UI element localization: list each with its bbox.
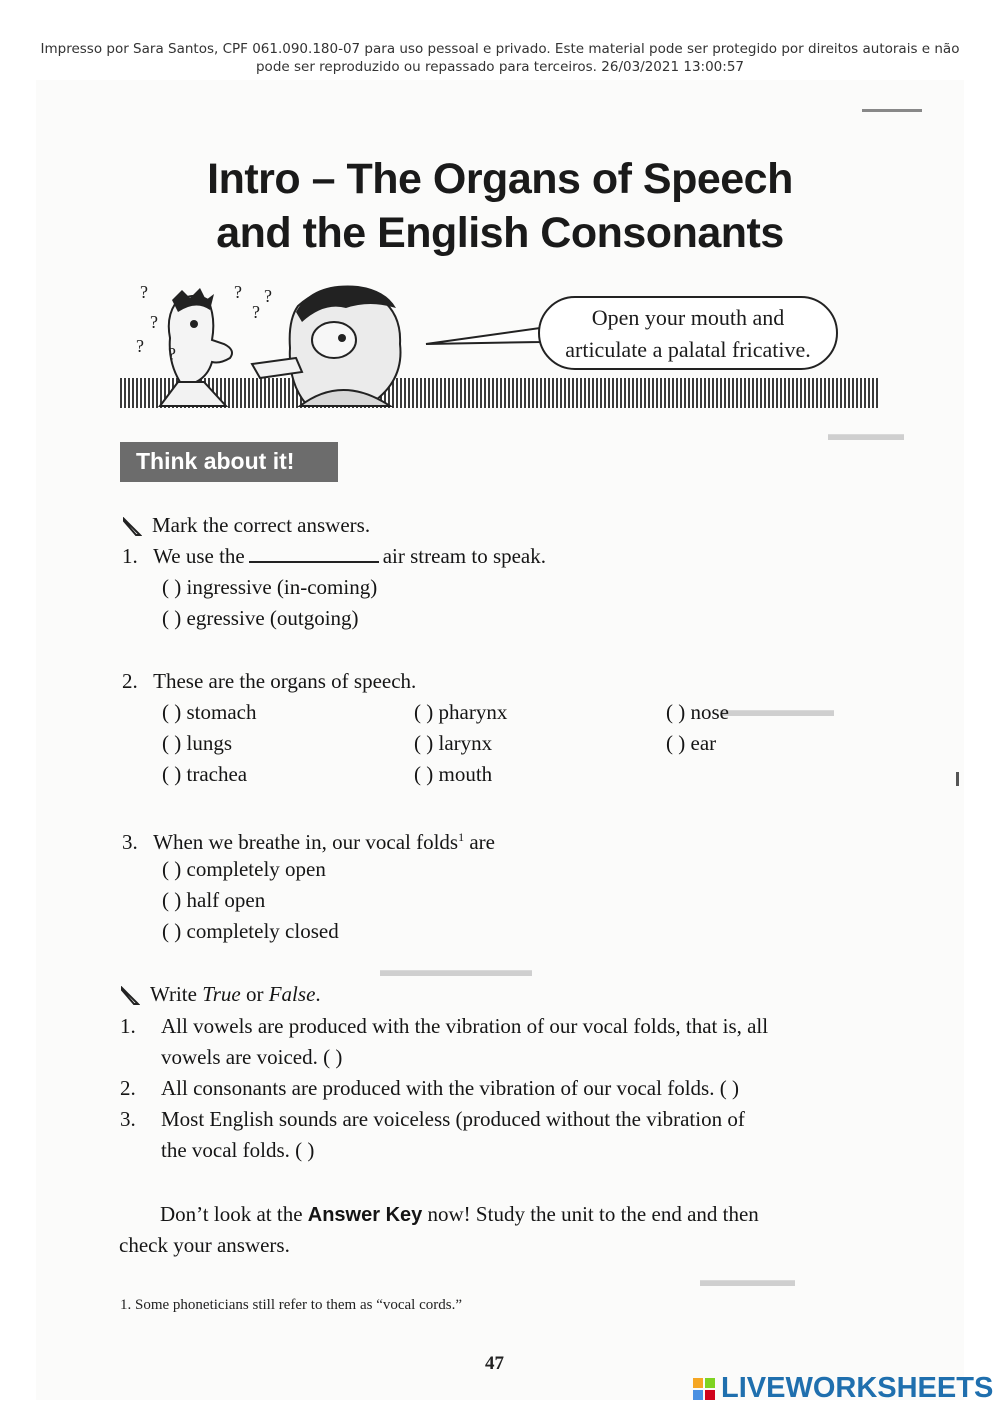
tf-item-1[interactable]: All vowels are produced with the vibration of our vocal folds, that is, all <box>161 1014 769 1038</box>
option-checkbox[interactable]: ( ) <box>414 731 434 755</box>
option-label: larynx <box>438 731 493 755</box>
question-number: 1. <box>122 544 138 568</box>
option-checkbox[interactable]: ( ) <box>162 762 182 786</box>
question-mark: ? <box>168 344 176 364</box>
closing-text: Don’t look at the <box>160 1202 308 1226</box>
word-false: False <box>268 982 316 1006</box>
question-text: are <box>464 830 495 854</box>
option-checkbox[interactable]: ( ) <box>162 606 182 630</box>
option-lungs[interactable] <box>162 729 232 757</box>
option-egressive[interactable] <box>162 604 359 632</box>
instruction-text: Mark the correct answers. <box>152 513 371 537</box>
logo-square <box>705 1378 715 1388</box>
footnote: 1. Some phoneticians still refer to them as “vocal cords.” <box>120 1297 462 1313</box>
show-through-text: ▬▬▬▬ <box>828 424 904 445</box>
hatched-ground <box>120 378 880 408</box>
option-label: egressive (outgoing) <box>186 606 359 630</box>
margin-mark <box>956 772 959 786</box>
option-checkbox[interactable]: ( ) <box>162 919 182 943</box>
footnote-ref: 1 <box>458 830 465 844</box>
question-text: When we breathe in, our vocal folds <box>153 830 459 854</box>
question-3 <box>122 823 495 856</box>
page-title <box>0 152 1000 260</box>
logo-square <box>705 1390 715 1400</box>
option-label: trachea <box>186 762 248 786</box>
answer-key-label: Answer Key <box>307 1204 423 1226</box>
speech-line-2: articulate a palatal fricative. <box>565 337 811 362</box>
liveworksheets-logo <box>693 1372 993 1405</box>
tf-item-3[interactable]: Most English sounds are voiceless (produced without the vibration of <box>161 1107 745 1131</box>
option-pharynx[interactable] <box>414 698 507 726</box>
option-checkbox[interactable]: ( ) <box>414 700 434 724</box>
option-checkbox[interactable]: ( ) <box>666 731 686 755</box>
speech-line-1: Open your mouth and <box>591 305 785 330</box>
tf-item-1-number: 1. <box>120 1014 136 1038</box>
question-2 <box>122 667 416 695</box>
title-line-2: and the English Consonants <box>216 209 784 257</box>
exercise-2-instruction <box>120 980 321 1008</box>
option-mouth[interactable] <box>414 760 492 788</box>
option-completely-closed[interactable] <box>162 917 339 945</box>
option-completely-open[interactable] <box>162 855 326 883</box>
question-number: 2. <box>122 669 138 693</box>
option-label: completely closed <box>186 919 339 943</box>
tf-item-1-cont[interactable]: vowels are voiced. ( ) <box>161 1045 343 1069</box>
option-trachea[interactable] <box>162 760 247 788</box>
logo-square <box>693 1390 703 1400</box>
option-label: completely open <box>186 857 326 881</box>
question-mark: ? <box>234 282 242 302</box>
option-label: lungs <box>186 731 233 755</box>
word-true: True <box>202 982 241 1006</box>
show-through-header: ▬▬▬▬▬▬ <box>862 104 922 115</box>
exercise-1-instruction <box>122 511 370 539</box>
fill-in-blank[interactable] <box>249 543 379 563</box>
logo-square <box>693 1378 703 1388</box>
option-checkbox[interactable]: ( ) <box>162 700 182 724</box>
option-larynx[interactable] <box>414 729 492 757</box>
section-label: Think about it! <box>120 442 338 482</box>
option-nose[interactable] <box>666 698 729 726</box>
option-checkbox[interactable]: ( ) <box>414 762 434 786</box>
tf-item-2[interactable]: All consonants are produced with the vibration of our vocal folds. ( ) <box>161 1076 739 1100</box>
page-number: 47 <box>485 1353 504 1374</box>
tf-item-3-number: 3. <box>120 1107 136 1131</box>
show-through-text: ▬▬▬▬▬ <box>700 1270 795 1291</box>
instruction-text: Write <box>150 982 203 1006</box>
closing-text: now! Study the unit to the end and then <box>422 1202 759 1226</box>
speech-bubble <box>538 296 838 370</box>
question-mark: ? <box>264 286 272 306</box>
question-mark: ? <box>150 312 158 332</box>
option-stomach[interactable] <box>162 698 256 726</box>
option-checkbox[interactable]: ( ) <box>162 888 182 912</box>
notice-line-2: pode ser reproduzido ou repassado para terceiros. 26/03/2021 13:00:57 <box>255 59 745 75</box>
show-through-text: ▬▬▬▬▬▬ <box>720 700 834 721</box>
option-ear[interactable] <box>666 729 716 757</box>
option-checkbox[interactable]: ( ) <box>162 731 182 755</box>
option-label: ear <box>690 731 717 755</box>
closing-paragraph-cont: check your answers. <box>119 1233 290 1257</box>
option-ingressive[interactable] <box>162 573 377 601</box>
pencil-icon <box>120 986 140 1006</box>
speech-bubble-tail <box>426 328 540 344</box>
option-label: pharynx <box>438 700 508 724</box>
question-text: These are the organs of speech. <box>153 669 417 693</box>
option-label: ingressive (in-coming) <box>186 575 378 599</box>
closing-paragraph <box>160 1200 759 1229</box>
question-text: We use the <box>153 544 245 568</box>
brand-grid-icon <box>693 1378 715 1400</box>
option-label: nose <box>690 700 729 724</box>
option-checkbox[interactable]: ( ) <box>162 857 182 881</box>
question-mark: ? <box>252 302 260 322</box>
question-text: air stream to speak. <box>382 544 547 568</box>
notice-line-1: Impresso por Sara Santos, CPF 061.090.180-07 para uso pessoal e privado. Este material pode ser protegido por direitos autorais e não <box>40 41 960 57</box>
pencil-icon <box>122 517 142 537</box>
option-checkbox[interactable]: ( ) <box>162 575 182 599</box>
instruction-text: or <box>240 982 269 1006</box>
question-mark: ? <box>136 336 144 356</box>
question-1 <box>122 542 546 570</box>
brand-name: LIVEWORKSHEETS <box>721 1372 994 1404</box>
question-number: 3. <box>122 830 138 854</box>
option-half-open[interactable] <box>162 886 265 914</box>
option-label: half open <box>186 888 266 912</box>
option-label: mouth <box>438 762 493 786</box>
tf-item-2-number: 2. <box>120 1076 136 1100</box>
title-line-1: Intro – The Organs of Speech <box>207 155 793 203</box>
question-mark: ? <box>140 282 148 302</box>
tf-item-3-cont[interactable]: the vocal folds. ( ) <box>161 1138 315 1162</box>
show-through-text: ▬▬▬▬▬▬▬▬ <box>380 960 532 981</box>
copyright-notice <box>0 40 1000 76</box>
option-label: stomach <box>186 700 257 724</box>
instruction-text: . <box>315 982 321 1006</box>
option-checkbox[interactable]: ( ) <box>666 700 686 724</box>
